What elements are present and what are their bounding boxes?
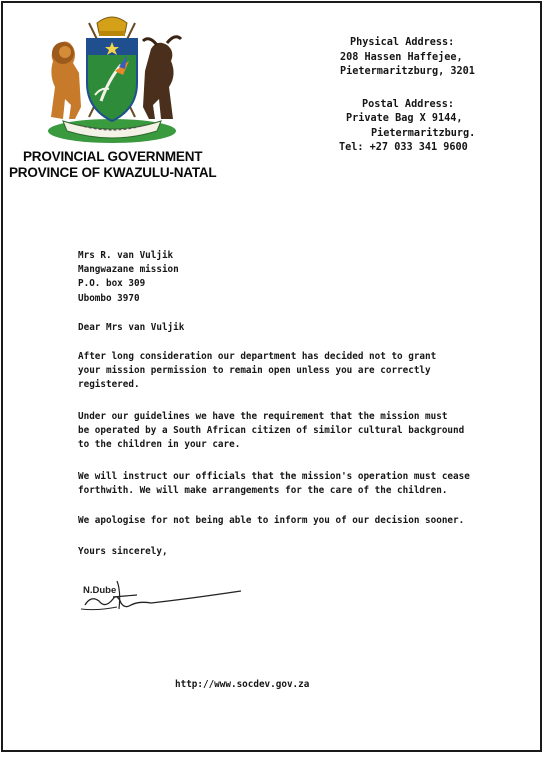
- contact-block: [337, 36, 497, 156]
- footer-website-url: http://www.socdev.gov.za: [175, 679, 310, 690]
- paragraph-2-line: be operated by a South African citizen of similor cultural background: [78, 425, 465, 437]
- physical-address-line2: Pietermaritzburg, 3201: [340, 66, 475, 77]
- signature: [77, 575, 257, 615]
- paragraph-4: We apologise for not being able to inform you of our decision sooner.: [78, 515, 465, 526]
- physical-address-label: Physical Address:: [350, 37, 455, 48]
- paragraph-3-line: We will instruct our officials that the mission's operation must cease: [78, 471, 470, 482]
- signatory-name: N.Dube: [83, 585, 117, 596]
- recipient-organisation: Mangwazane mission: [78, 264, 179, 276]
- recipient-po-box: P.O. box 309: [78, 278, 146, 290]
- government-name: [9, 149, 223, 181]
- kwazulu-natal-coat-of-arms-icon: [39, 9, 185, 147]
- paragraph-2-line: Under our guidelines we have the requirement that the mission must: [78, 411, 448, 422]
- postal-address-label: Postal Address:: [362, 98, 455, 110]
- recipient-name: Mrs R. van Vuljik: [78, 250, 174, 261]
- postal-address-line1: Private Bag X 9144,: [346, 113, 463, 124]
- letter-page: [1, 1, 542, 752]
- paragraph-1-line: your mission permission to remain open unless you are correctly: [78, 365, 431, 377]
- closing: Yours sincerely,: [78, 546, 168, 557]
- paragraph-2-line: to the children in your care.: [78, 439, 241, 451]
- recipient-town: Ubombo 3970: [78, 292, 140, 304]
- telephone-number: Tel: +27 033 341 9600: [339, 142, 468, 153]
- paragraph-3-line: forthwith. We will make arrangements for the care of the children.: [78, 485, 448, 497]
- gov-name-line2: PROVINCE OF KWAZULU-NATAL: [9, 165, 217, 180]
- paragraph-1-line: registered.: [78, 379, 140, 391]
- paragraph-1-line: After long consideration our department has decided not to grant: [78, 351, 437, 362]
- postal-address-line2: Pietermaritzburg.: [371, 127, 476, 139]
- paragraph-2: [78, 410, 518, 453]
- paragraph-3: [78, 470, 518, 498]
- gov-name-line1: PROVINCIAL GOVERNMENT: [23, 149, 203, 164]
- salutation: Dear Mrs van Vuljik: [78, 322, 185, 333]
- paragraph-1: [78, 350, 518, 393]
- physical-address-line1: 208 Hassen Haffejee,: [340, 51, 463, 63]
- recipient-address: [78, 249, 518, 306]
